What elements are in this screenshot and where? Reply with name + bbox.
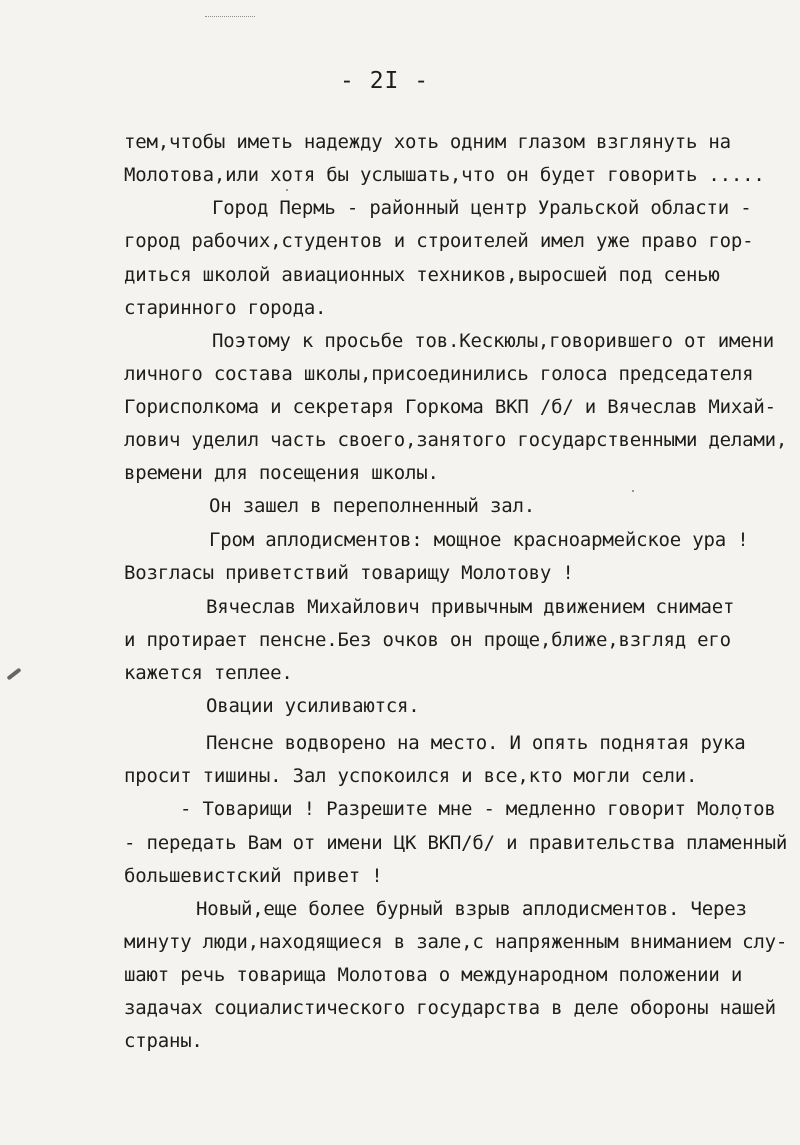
text-line-14: Возгласы приветствий товарищу Молотову ! bbox=[124, 562, 574, 584]
text-line-16: и протирает пенсне.Без очков он проще,ближе,взгляд его bbox=[124, 629, 731, 651]
paper-speck bbox=[286, 189, 288, 191]
text-line-27: задачах социалистического государства в деле обороны нашей bbox=[124, 997, 776, 1019]
text-line-7: Поэтому к просьбе тов.Кескюлы,говорившего от имени bbox=[212, 330, 774, 352]
text-line-1: тем,чтобы иметь надежду хоть одним глазом взглянуть на bbox=[124, 131, 731, 153]
text-line-20: просит тишины. Зал успокоился и все,кто могли сели. bbox=[124, 765, 698, 787]
text-line-25: минуту люди,находящиеся в зале,с напряженным вниманием слу- bbox=[124, 931, 788, 953]
paper-speck bbox=[632, 490, 634, 492]
text-line-24: Новый,еще более бурный взрыв аплодисментов. Через bbox=[196, 898, 747, 920]
text-line-22: - передать Вам от имени ЦК ВКП/б/ и правительства пламенный bbox=[124, 832, 788, 854]
text-line-3: Город Пермь - районный центр Уральской области - bbox=[212, 197, 752, 219]
top-edge-marks bbox=[205, 16, 255, 21]
text-line-15: Вячеслав Михайлович привычным движением снимает bbox=[206, 596, 735, 618]
text-line-12: Он зашел в переполненный зал. bbox=[209, 495, 535, 517]
text-line-17: кажется теплее. bbox=[124, 662, 293, 684]
text-line-10: лович уделил часть своего,занятого государственными делами, bbox=[124, 429, 788, 451]
text-line-9: Горисполкома и секретаря Горкома ВКП /б/ и Вячеслав Михай- bbox=[124, 396, 776, 418]
text-line-28: страны. bbox=[124, 1030, 203, 1052]
text-line-26: шают речь товарища Молотова о международном положении и bbox=[124, 964, 743, 986]
text-line-19: Пенсне водворено на место. И опять поднятая рука bbox=[206, 732, 746, 754]
text-line-6: старинного города. bbox=[124, 297, 327, 319]
text-line-18: Овации усиливаются. bbox=[206, 695, 420, 717]
text-line-13: Гром аплодисментов: мощное красноармейское ура ! bbox=[209, 529, 749, 551]
text-line-11: времени для посещения школы. bbox=[124, 462, 439, 484]
text-line-8: личного состава школы,присоединились голоса председателя bbox=[124, 363, 754, 385]
text-line-23: большевистский привет ! bbox=[124, 865, 383, 887]
margin-ink-mark bbox=[6, 667, 21, 680]
text-line-5: диться школой авиационных техников,выросшей под сенью bbox=[124, 264, 720, 286]
page-number: - 2I - bbox=[340, 68, 430, 94]
text-line-2: Молотова,или хотя бы услышать,что он будет говорить ..... bbox=[124, 164, 765, 186]
text-line-21: - Товарищи ! Разрешите мне - медленно говорит Молотов bbox=[180, 798, 776, 820]
text-line-4: город рабочих,студентов и строителей имел уже право гор- bbox=[124, 230, 754, 252]
